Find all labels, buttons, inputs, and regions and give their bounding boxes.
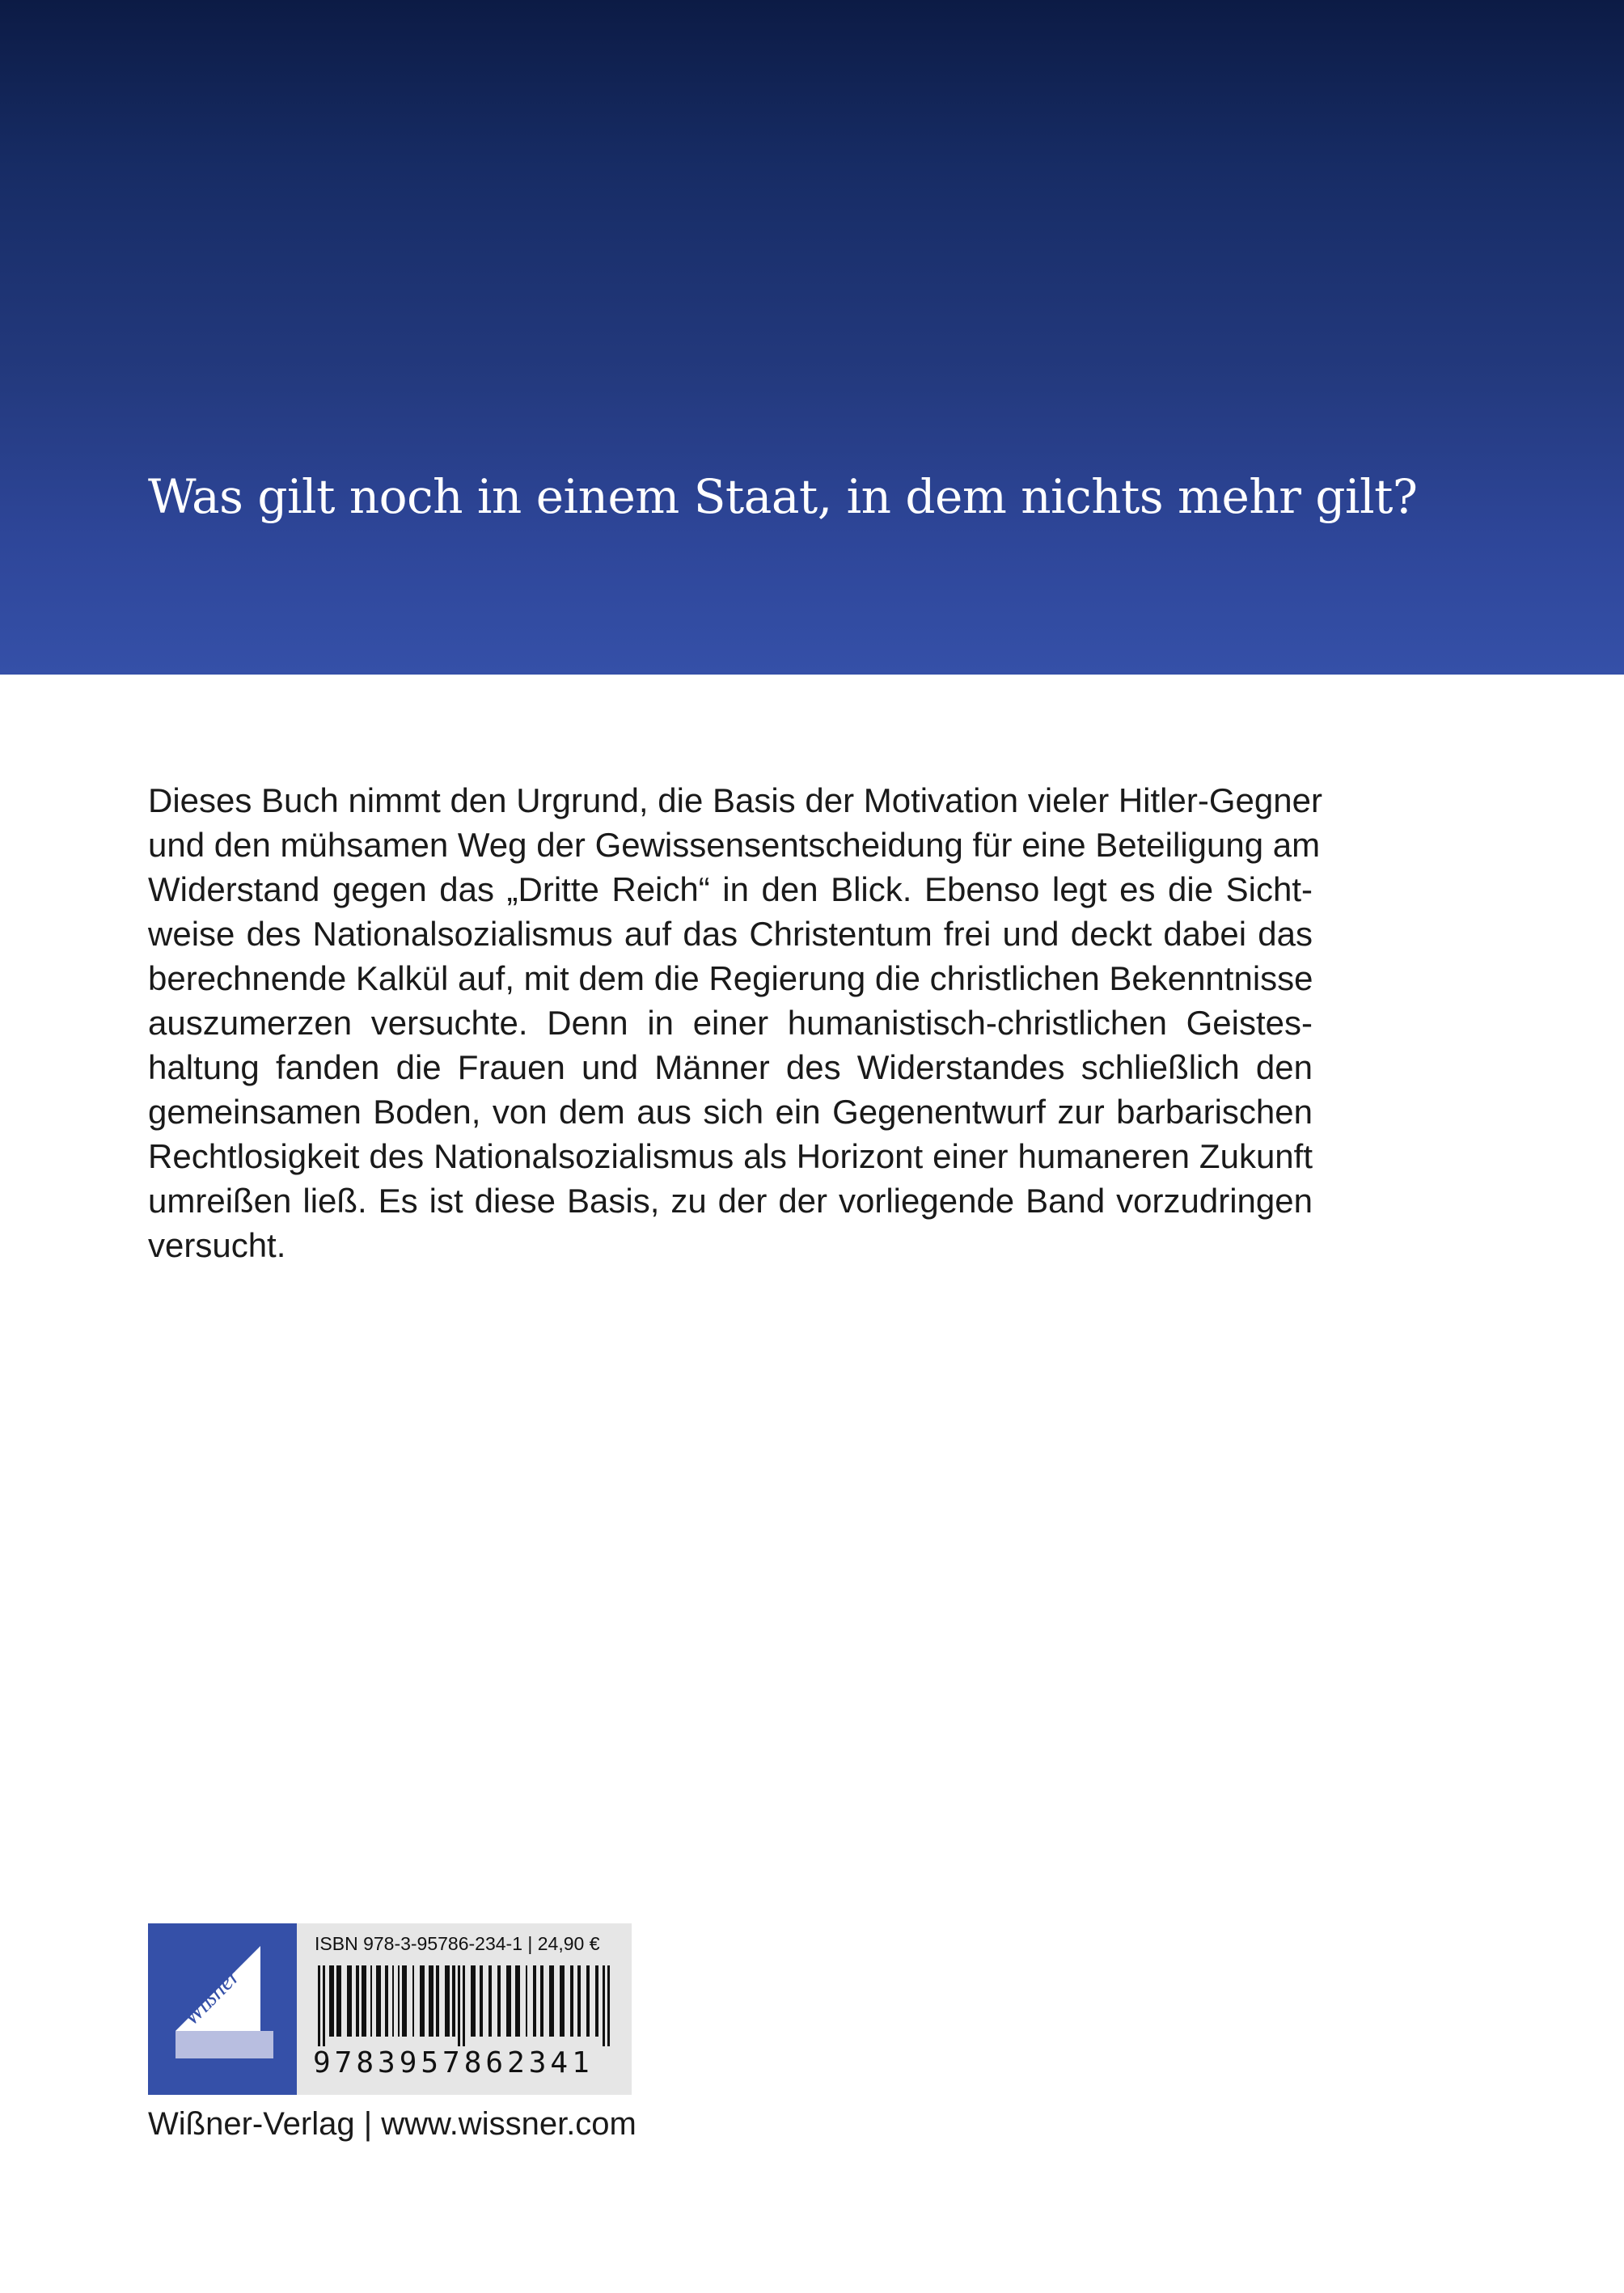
barcode-bar xyxy=(376,1965,381,2037)
blurb-line: weise des Nationalsozialismus auf das Christentum frei und deckt dabei das xyxy=(148,915,1313,953)
barcode-guard-bar xyxy=(463,1965,465,2046)
barcode-guard-bar xyxy=(458,1965,460,2046)
barcode-bar xyxy=(398,1965,400,2037)
barcode-bar xyxy=(560,1965,565,2037)
barcode-bar xyxy=(586,1965,590,2037)
publisher-logo xyxy=(148,1923,297,2095)
blurb-line: auszumerzen versuchte. Denn in einer humanistisch-christlichen Geistes- xyxy=(148,1004,1313,1042)
barcode-bar xyxy=(480,1965,483,2037)
blurb-line: gemeinsamen Boden, von dem aus sich ein Gegenentwurf zur barbarischen xyxy=(148,1093,1313,1131)
barcode-guard-bar xyxy=(318,1965,320,2046)
blurb-line: haltung fanden die Frauen und Männer des Widerstandes schließlich den xyxy=(148,1048,1313,1086)
barcode-bar xyxy=(436,1965,439,2037)
barcode-bar xyxy=(356,1965,359,2037)
barcode-guard-bar xyxy=(603,1965,605,2046)
barcode-digits: 9783957862341 xyxy=(313,2046,594,2079)
barcode-bar xyxy=(370,1965,372,2037)
isbn-price-label: ISBN 978-3-95786-234-1 | 24,90 € xyxy=(315,1933,600,1954)
barcode-bar xyxy=(526,1965,527,2037)
barcode-bar xyxy=(452,1965,455,2037)
isbn-barcode-panel xyxy=(297,1923,632,2095)
barcode-graphic xyxy=(315,1965,614,2046)
barcode-bar xyxy=(445,1965,450,2037)
logo-bar xyxy=(176,2031,273,2058)
blurb-line: Rechtlosigkeit des Nationalsozialismus als Horizont einer humaneren Zukunft xyxy=(148,1137,1313,1175)
barcode-bar xyxy=(533,1965,536,2037)
barcode-bar xyxy=(570,1965,573,2037)
barcode-bar xyxy=(488,1965,492,2037)
barcode-bar xyxy=(336,1965,341,2037)
barcode-bar xyxy=(506,1965,511,2037)
barcode-bar xyxy=(402,1965,407,2037)
blurb-line: berechnende Kalkül auf, mit dem die Regierung die christlichen Bekenntnisse xyxy=(148,959,1313,997)
cover-tagline: Was gilt noch in einem Staat, in dem nichts mehr gilt? xyxy=(148,469,1418,524)
barcode-bar xyxy=(347,1965,352,2037)
blurb-text xyxy=(148,778,1322,1267)
logo-text: Wißner xyxy=(176,1962,246,2031)
barcode-bar xyxy=(385,1965,388,2037)
barcode-bar xyxy=(549,1965,554,2037)
barcode-bar xyxy=(329,1965,334,2037)
publisher-info: Wißner-Verlag | www.wissner.com xyxy=(148,2106,636,2142)
blurb-line: Widerstand gegen das „Dritte Reich“ in den Blick. Ebenso legt es die Sicht- xyxy=(148,870,1313,908)
barcode-bar xyxy=(429,1965,433,2037)
barcode-bar xyxy=(577,1965,581,2037)
blurb-line: und den mühsamen Weg der Gewissensentscheidung für eine Beteiligung am xyxy=(148,826,1321,864)
barcode-bar xyxy=(420,1965,425,2037)
barcode-bar xyxy=(412,1965,414,2037)
barcode-bar xyxy=(515,1965,520,2037)
barcode-bar xyxy=(540,1965,543,2037)
cover-header-band xyxy=(0,0,1624,675)
barcode-bar xyxy=(471,1965,476,2037)
blurb-line: umreißen ließ. Es ist diese Basis, zu der der vorliegende Band vorzudringen xyxy=(148,1182,1313,1220)
barcode-guard-bar xyxy=(323,1965,325,2046)
blurb-line: Dieses Buch nimmt den Urgrund, die Basis der Motivation vieler Hitler-Gegner xyxy=(148,781,1322,819)
barcode-bar xyxy=(497,1965,501,2037)
barcode-bar xyxy=(392,1965,394,2037)
barcode-guard-bar xyxy=(607,1965,610,2046)
barcode-bar xyxy=(362,1965,366,2037)
blurb-line: versucht. xyxy=(148,1226,286,1264)
barcode-bar xyxy=(595,1965,598,2037)
